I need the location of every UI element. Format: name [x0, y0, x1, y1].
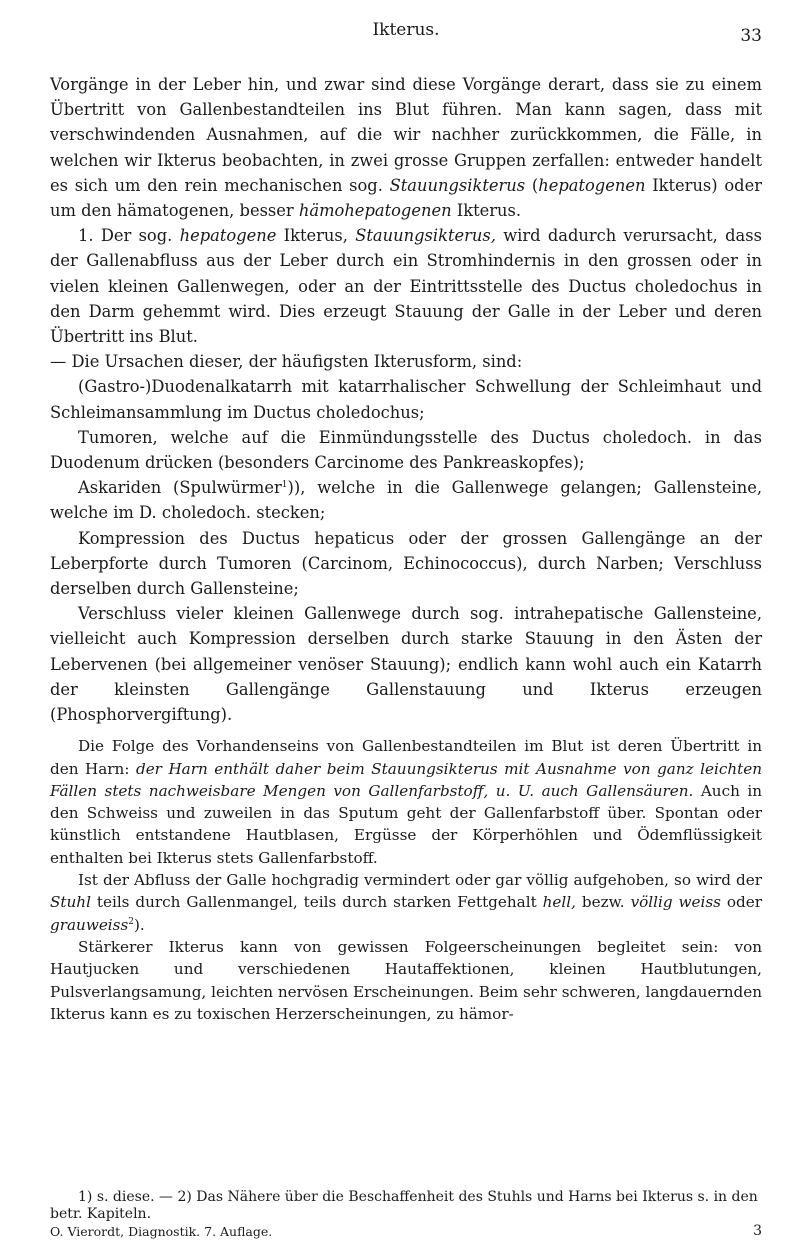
paragraph-5: Tumoren, welche auf die Einmündungsstelle des Ductus choledoch. in das Duodenum drücken (besonders Carcinome des Pankreaskopfes); — [50, 427, 762, 473]
paragraph-2: 1. Der sog. hepatogene Ikterus, Stauungsikterus, wird dadurch verursacht, dass der Gallenabfluss aus der Leber durch ein Stromhindernis in den grossen oder in vielen kleinen Gallenwegen, oder an der Eintrittsstelle des Ductus choledochus in den Darm gehemmt wird. Dies erzeugt Stauung der Galle in der Leber und deren Übertritt ins Blut. — [50, 226, 762, 347]
paragraph-9: Die Folge des Vorhandenseins von Gallenbestandteilen im Blut ist deren Übertritt in den Harn: der Harn enthält daher beim Stauungsikterus mit Ausnahme von ganz leichten Fällen stets nachweisbare Mengen von Gallenfarbstoff, u. U. auch Gallensäuren. Auch in den Schweiss und zuweilen in das Sputum geht der Gallenfarbstoff über. Spontan oder künstlich entstandene Hautblasen, Ergüsse der Körperhöhlen und Ödemflüssigkeit enthalten bei Ikterus stets Gallenfarbstoff. — [50, 737, 763, 867]
paragraph-3: — Die Ursachen dieser, der häufigsten Ikterusform, sind: — [50, 352, 523, 372]
italic-term: hepatogene — [179, 226, 277, 246]
italic-term: hämohepatogenen — [298, 201, 452, 221]
main-text — [50, 72, 762, 1025]
footnote-ref: 1 — [281, 480, 288, 491]
page-number: 33 — [740, 26, 762, 46]
footnote-ref: 2 — [128, 916, 134, 927]
footnote-text: 1) s. diese. — 2) Das Nähere über die Beschaffenheit des Stuhls und Harns bei Ikterus s. in den betr. Kapiteln. — [50, 1189, 758, 1222]
italic-term: hepatogenen — [538, 175, 646, 195]
signature-row — [50, 1223, 762, 1240]
paragraph-7: Kompression des Ductus hepaticus oder der grossen Gallengänge an der Leberpforte durch Tumoren (Carcinom, Echinococcus), durch Narben; Verschluss derselben durch Gallensteine; — [50, 528, 762, 599]
paragraph-4: (Gastro-)Duodenalkatarrh mit katarrhalischer Schwellung der Schleimhaut und Schleimansammlung im Ductus choledochus; — [50, 377, 762, 422]
italic-term: Stauungsikterus — [389, 175, 526, 195]
large-print-section — [50, 72, 762, 727]
italic-term: völlig weiss — [630, 893, 721, 912]
header-title: Ikterus. — [372, 20, 440, 40]
italic-term: Stauungsikterus, — [355, 226, 496, 246]
running-header — [50, 20, 762, 46]
small-print-section — [50, 735, 762, 1025]
paragraph-8: Verschluss vieler kleinen Gallenwege durch sog. intrahepatische Gallensteine, vielleicht auch Kompression derselben durch starke Stauung in den Ästen der Lebervenen (bei allgemeiner venöser Stauung); endlich kann wohl auch ein Katarrh der kleinsten Gallengänge Gallenstauung und Ikterus erzeugen (Phosphorvergiftung). — [50, 604, 762, 725]
paragraph-10: Ist der Abfluss der Galle hochgradig vermindert oder gar völlig aufgehoben, so wird der Stuhl teils durch Gallenmangel, teils durch starken Fettgehalt hell, bezw. völlig weiss oder grauweiss$^2$). — [50, 871, 763, 934]
paragraph-11: Stärkerer Ikterus kann von gewissen Folgeerscheinungen begleitet sein: von Hautjucken und verschiedenen Hautaffektionen, kleinen Hautblutungen, Pulsverlangsamung, leichten nervösen Erscheinungen. Beim sehr schweren, langdauernden Ikterus kann es zu toxischen Herzerscheinungen, zu hämor- — [50, 937, 762, 1023]
footnotes — [50, 1189, 762, 1240]
italic-term: hell, — [542, 893, 576, 912]
paragraph-1: Vorgänge in der Leber hin, und zwar sind diese Vorgänge derart, dass sie zu einem Übertritt von Gallenbestandteilen ins Blut führen. Man kann sagen, dass mit verschwindenden Ausnahmen, auf die wir nachher zurückkommen, die Fälle, in welchen wir Ikterus beobachten, in zwei grosse Gruppen zerfallen: entweder handelt es sich um den rein mechanischen sog. Stauungsikterus (hepatogenen Ikterus) oder um den hämatogenen, besser hämohepatogenen Ikterus. — [50, 75, 762, 221]
printer-signature: O. Vierordt, Diagnostik. 7. Auflage. — [50, 1224, 273, 1239]
italic-passage: der Harn enthält daher beim Stauungsikterus mit Ausnahme von ganz leichten Fällen stets nachweisbare Mengen von Gallenfarbstoff, u. U. auch Gallensäuren. — [50, 759, 763, 800]
sheet-mark: 3 — [753, 1223, 762, 1239]
italic-term: Stuhl — [50, 893, 91, 912]
italic-term: grauweiss — [50, 915, 129, 934]
paragraph-6: Askariden (Spulwürmer$^1$)), welche in die Gallenwege gelangen; Gallensteine, welche im D. choledoch. stecken; — [50, 478, 763, 523]
